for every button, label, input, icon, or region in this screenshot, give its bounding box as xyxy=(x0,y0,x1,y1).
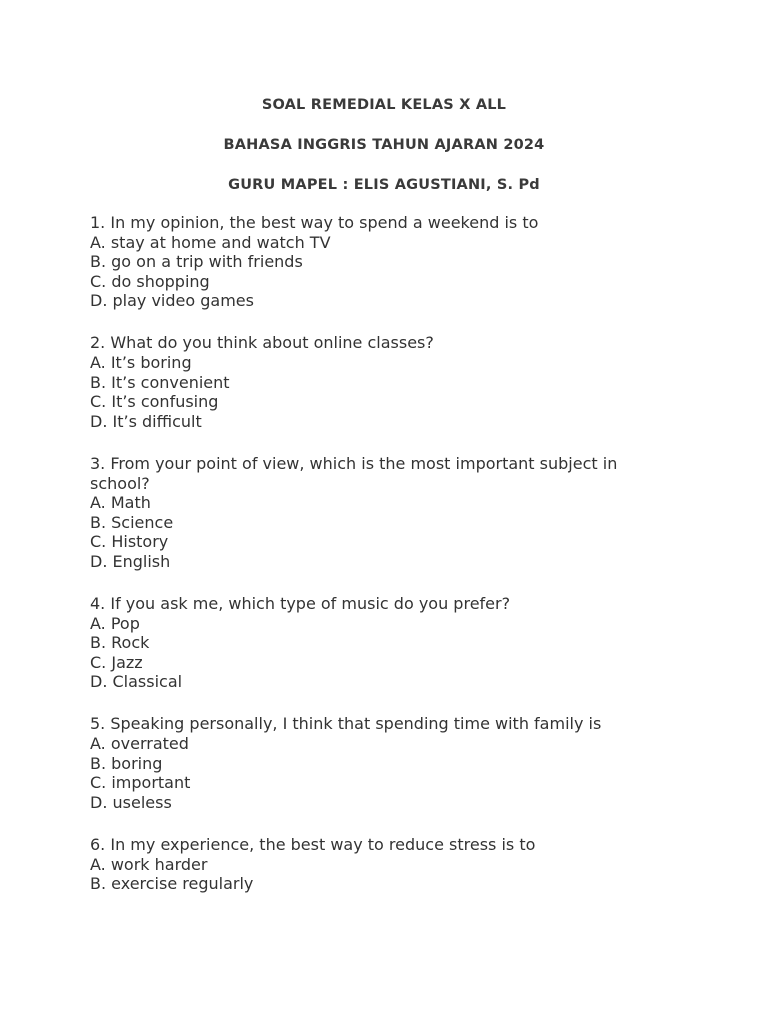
answer-option: C. Jazz xyxy=(90,652,143,672)
question-4 xyxy=(90,594,650,692)
document-title: SOAL REMEDIAL KELAS X ALL xyxy=(261,97,507,113)
answer-option: B. It’s convenient xyxy=(90,372,230,392)
answer-option: C. important xyxy=(90,773,191,793)
answer-option: A. stay at home and watch TV xyxy=(90,232,331,252)
question-stem: 1. In my opinion, the best way to spend a weekend is to xyxy=(90,213,539,232)
question-5 xyxy=(90,714,650,812)
answer-option: B. go on a trip with friends xyxy=(90,252,303,272)
answer-option: B. Science xyxy=(90,512,174,532)
answer-option: A. work harder xyxy=(90,854,208,874)
answer-option: A. overrated xyxy=(90,734,189,754)
answer-option: C. It’s confusing xyxy=(90,392,219,412)
teacher-line: GURU MAPEL : ELIS AGUSTIANI, S. Pd xyxy=(228,177,540,193)
question-3 xyxy=(90,454,650,572)
question-stem: 6. In my experience, the best way to reduce stress is to xyxy=(90,834,536,854)
answer-option: A. Math xyxy=(90,493,151,513)
question-list xyxy=(90,213,650,916)
answer-option: B. exercise regularly xyxy=(90,874,254,894)
question-2 xyxy=(90,333,650,431)
answer-option: B. boring xyxy=(90,753,163,773)
answer-option: C. History xyxy=(90,532,169,552)
answer-option: D. It’s difficult xyxy=(90,411,202,431)
question-stem: 3. From your point of view, which is the most important subject in school? xyxy=(90,453,618,493)
answer-option: D. useless xyxy=(90,792,172,812)
document-subtitle: BAHASA INGGRIS TAHUN AJARAN 2024 xyxy=(223,137,545,153)
answer-option: D. Classical xyxy=(90,672,183,692)
answer-option: A. It’s boring xyxy=(90,353,192,373)
question-stem: 5. Speaking personally, I think that spending time with family is xyxy=(90,714,602,734)
question-1 xyxy=(90,213,650,311)
answer-option: C. do shopping xyxy=(90,271,210,291)
question-stem: 4. If you ask me, which type of music do you prefer? xyxy=(90,594,511,613)
answer-option: D. play video games xyxy=(90,291,254,311)
answer-option: D. English xyxy=(90,551,171,571)
answer-option: A. Pop xyxy=(90,613,140,633)
question-6 xyxy=(90,835,650,894)
answer-option: B. Rock xyxy=(90,633,150,653)
question-stem: 2. What do you think about online classes? xyxy=(90,333,434,353)
